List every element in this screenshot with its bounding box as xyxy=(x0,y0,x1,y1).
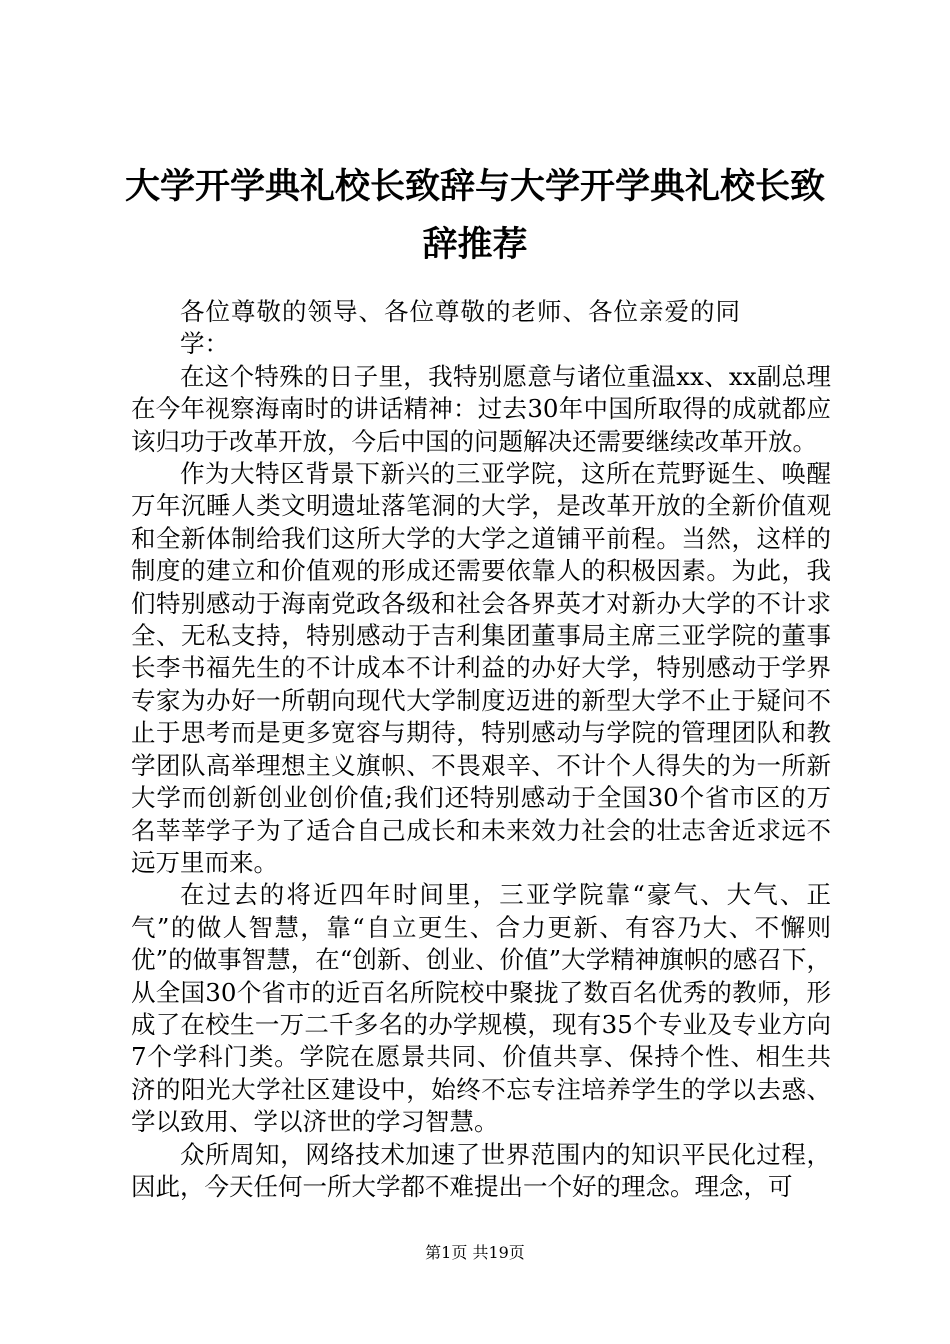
document-body xyxy=(131,296,831,1203)
paragraph-3: 在过去的将近四年时间里，三亚学院靠“豪气、大气、正气”的做人智慧，靠“自立更生、合力更新、有容乃大、不懈则优”的做事智慧，在“创新、创业、价值”大学精神旗帜的感召下，从全国30个省市的近百名所院校中聚拢了数百名优秀的教师，形成了在校生一万二千多名的办学规模，现有35个专业及专业方向7个学科门类。学院在愿景共同、价值共享、保持个性、相生共济的阳光大学社区建设中，始终不忘专注培养学生的学以去惑、学以致用、学以济世的学习智慧。 xyxy=(131,880,831,1137)
paragraph-4: 众所周知，网络技术加速了世界范围内的知识平民化过程，因此，今天任何一所大学都不难提出一个好的理念。理念，可 xyxy=(131,1139,831,1201)
page-footer: 第1页 共19页 xyxy=(425,1243,525,1262)
paragraph-2: 作为大特区背景下新兴的三亚学院，这所在荒野诞生、唤醒万年沉睡人类文明遗址落笔洞的大学，是改革开放的全新价值观和全新体制给我们这所大学的大学之道铺平前程。当然，这样的制度的建立和价值观的形成还需要依靠人的积极因素。为此，我们特别感动于海南党政各级和社会各界英才对新办大学的不计求全、无私支持，特别感动于吉利集团董事局主席三亚学院的董事长李书福先生的不计成本不计利益的办好大学，特别感动于学界专家为办好一所朝向现代大学制度迈进的新型大学不止于疑问不止于思考而是更多宽容与期待，特别感动与学院的管理团队和教学团队高举理想主义旗帜、不畏艰辛、不计个人得失的为一所新大学而创新创业创价值;我们还特别感动于全国30个省市区的万名莘莘学子为了适合自己成长和未来效力社会的壮志舍近求远不远万里而来。 xyxy=(131,459,831,877)
document-title: 大学开学典礼校长致辞与大学开学典礼校长致辞推荐 xyxy=(124,167,825,265)
salutation: 各位尊敬的领导、各位尊敬的老师、各位亲爱的同学： xyxy=(180,297,740,359)
paragraph-1: 在这个特殊的日子里，我特别愿意与诸位重温xx、xx副总理在今年视察海南时的讲话精神：过去30年中国所取得的成就都应该归功于改革开放，今后中国的问题解决还需要继续改革开放。 xyxy=(131,361,831,456)
